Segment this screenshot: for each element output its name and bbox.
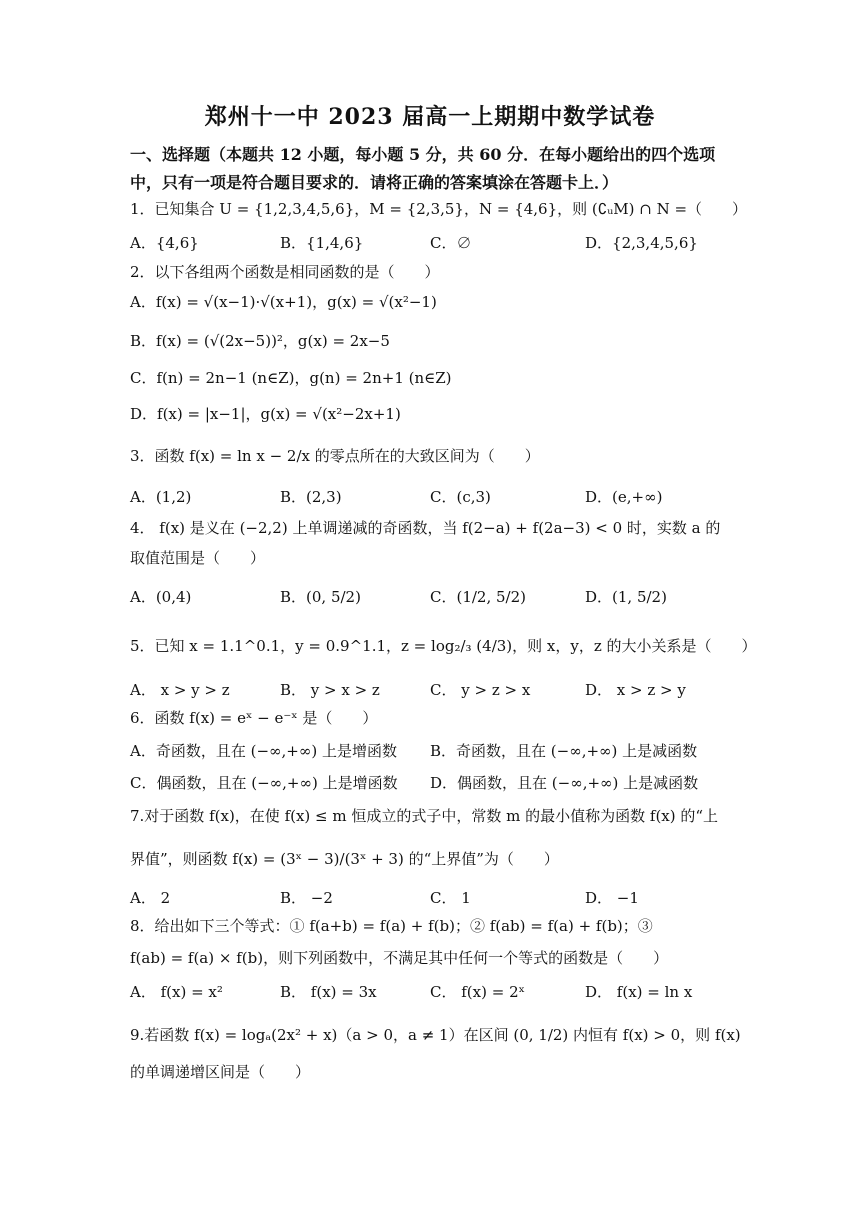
q4-option-c: C．(1/2, 5/2) xyxy=(430,588,526,606)
question-6-options-row2 xyxy=(130,772,750,794)
exam-title: 郑州十一中 2023 届高一上期期中数学试卷 xyxy=(204,104,656,130)
q6-option-c: C．偶函数，且在 (−∞,+∞) 上是增函数 xyxy=(130,774,398,792)
question-5-options xyxy=(130,679,750,701)
q1-option-b: B．{1,4,6} xyxy=(280,234,364,252)
q4-option-a: A．(0,4) xyxy=(130,588,192,606)
q5-option-c: C． y > z > x xyxy=(430,681,531,699)
question-8-stem-line2: f(ab) = f(a) × f(b)，则下列函数中，不满足其中任何一个等式的函数是（ ） xyxy=(130,949,669,967)
question-4-options xyxy=(130,586,750,608)
question-9-stem-line2: 的单调递增区间是（ ） xyxy=(130,1063,311,1081)
question-3-options xyxy=(130,486,750,508)
q5-option-b: B． y > x > z xyxy=(280,681,380,699)
q8-option-d: D． f(x) = ln x xyxy=(585,983,693,1001)
q8-option-a: A． f(x) = x² xyxy=(130,983,223,1001)
question-5-stem: 5．已知 x = 1.1^0.1，y = 0.9^1.1，z = log₂/₃ (4/3)，则 x，y，z 的大小关系是（ ） xyxy=(130,637,757,655)
q4-option-d: D．(1, 5/2) xyxy=(585,588,667,606)
q3-option-b: B．(2,3) xyxy=(280,488,342,506)
q3-option-c: C．(c,3) xyxy=(430,488,491,506)
question-2-stem: 2．以下各组两个函数是相同函数的是（ ） xyxy=(130,263,440,281)
question-3-stem: 3．函数 f(x) = ln x − 2/x 的零点所在的大致区间为（ ） xyxy=(130,447,540,465)
section-heading: 一、选择题（本题共 12 小题，每小题 5 分，共 60 分．在每小题给出的四个选项中，只有一项是符合题目要求的．请将正确的答案填涂在答题卡上．） xyxy=(130,145,716,192)
question-7-options xyxy=(130,887,750,909)
question-7-stem-line2: 界值”，则函数 f(x) = (3ˣ − 3)/(3ˣ + 3) 的“上界值”为（ ） xyxy=(130,850,559,868)
question-8-options xyxy=(130,981,750,1003)
q7-option-d: D． −1 xyxy=(585,889,639,907)
q2-option-c: C．f(n) = 2n−1 (n∈Z)，g(n) = 2n+1 (n∈Z) xyxy=(130,369,452,387)
q3-option-a: A．(1,2) xyxy=(130,488,192,506)
question-7-stem-line1: 7.对于函数 f(x)，在使 f(x) ≤ m 恒成立的式子中，常数 m 的最小值称为函数 f(x) 的“上 xyxy=(130,807,719,825)
q8-option-c: C． f(x) = 2ˣ xyxy=(430,983,525,1001)
question-1-options xyxy=(130,232,750,254)
q6-option-a: A．奇函数，且在 (−∞,+∞) 上是增函数 xyxy=(130,742,397,760)
question-6-stem: 6．函数 f(x) = eˣ − e⁻ˣ 是（ ） xyxy=(130,709,378,727)
q4-option-b: B．(0, 5/2) xyxy=(280,588,361,606)
q5-option-d: D． x > z > y xyxy=(585,681,686,699)
question-9-stem-line1: 9.若函数 f(x) = logₐ(2x² + x)（a > 0，a ≠ 1）在区间 (0, 1/2) 内恒有 f(x) > 0，则 f(x) xyxy=(130,1026,741,1044)
q5-option-a: A． x > y > z xyxy=(130,681,230,699)
q8-option-b: B． f(x) = 3x xyxy=(280,983,377,1001)
q2-option-b: B．f(x) = (√(2x−5))²，g(x) = 2x−5 xyxy=(130,332,390,350)
q3-option-d: D．(e,+∞) xyxy=(585,488,663,506)
question-4-stem-line1: 4． f(x) 是义在 (−2,2) 上单调递减的奇函数，当 f(2−a) + f(2a−3) < 0 时，实数 a 的 xyxy=(130,519,721,537)
q6-option-d: D．偶函数，且在 (−∞,+∞) 上是减函数 xyxy=(430,774,699,792)
question-1-stem: 1．已知集合 U = {1,2,3,4,5,6}，M = {2,3,5}，N = {4,6}，则 (∁ᵤM) ∩ N =（ ） xyxy=(130,200,748,218)
question-6-options-row1 xyxy=(130,740,750,762)
q7-option-a: A． 2 xyxy=(130,889,171,907)
q1-option-a: A．{4,6} xyxy=(130,234,199,252)
q1-option-d: D．{2,3,4,5,6} xyxy=(585,234,698,252)
q2-option-a: A．f(x) = √(x−1)·√(x+1)，g(x) = √(x²−1) xyxy=(130,293,437,311)
question-4-stem-line2: 取值范围是（ ） xyxy=(130,549,266,567)
q1-option-c: C．∅ xyxy=(430,234,472,252)
q2-option-d: D．f(x) = |x−1|，g(x) = √(x²−2x+1) xyxy=(130,405,401,423)
q7-option-b: B． −2 xyxy=(280,889,333,907)
q7-option-c: C． 1 xyxy=(430,889,471,907)
q6-option-b: B．奇函数，且在 (−∞,+∞) 上是减函数 xyxy=(430,742,698,760)
question-8-stem-line1: 8．给出如下三个等式：① f(a+b) = f(a) + f(b)；② f(ab) = f(a) + f(b)；③ xyxy=(130,917,653,935)
